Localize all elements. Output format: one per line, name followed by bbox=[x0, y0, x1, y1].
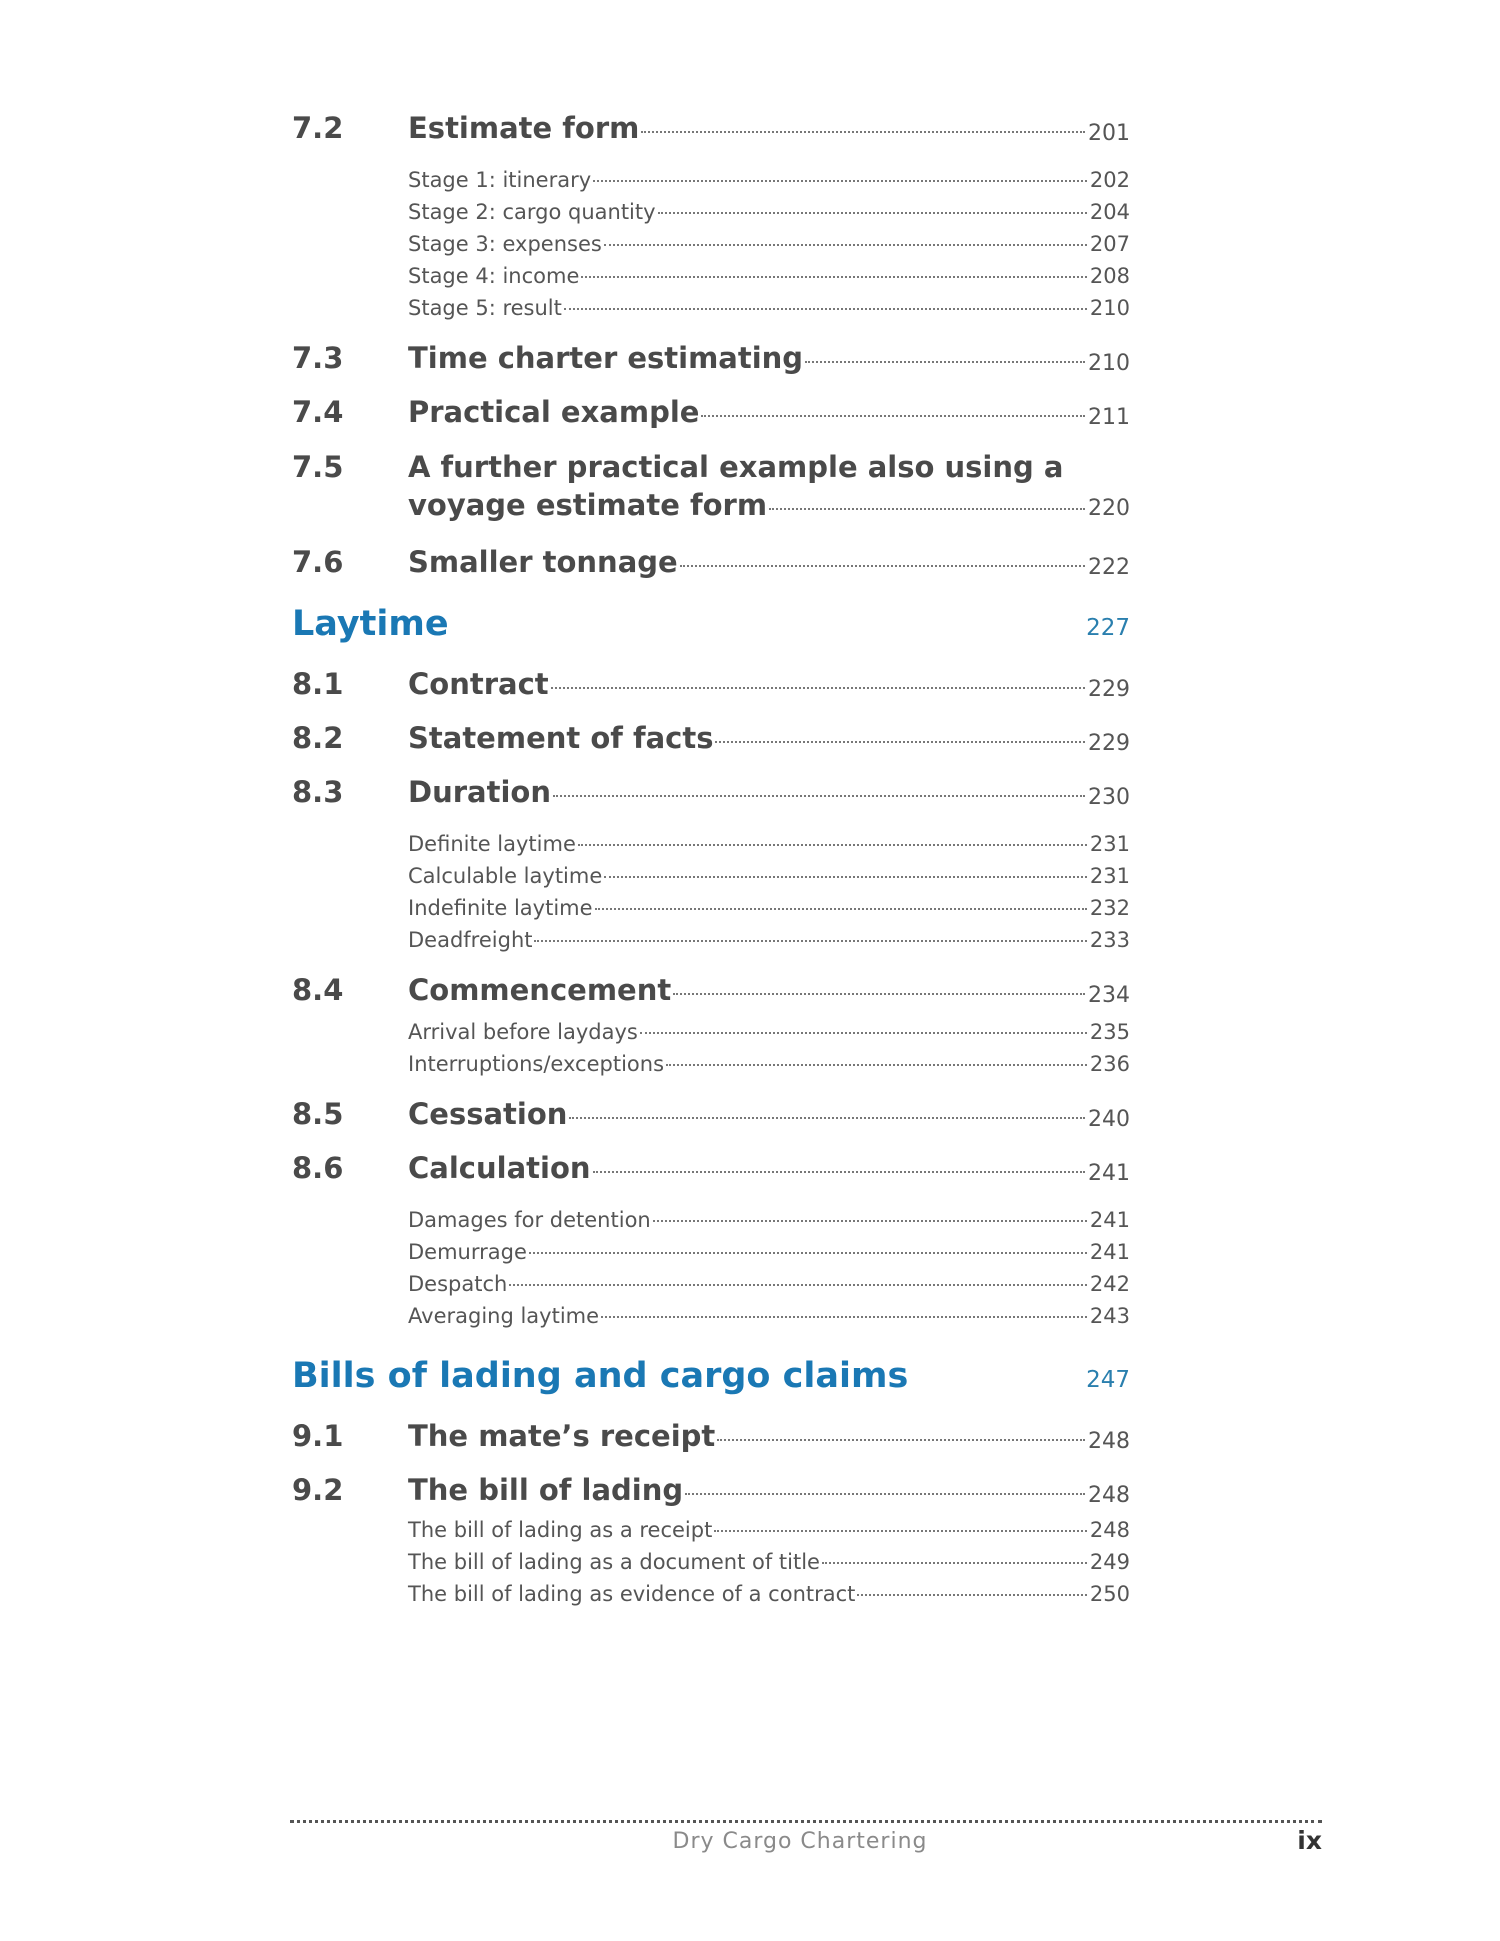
subsection-title: Arrival before laydays bbox=[408, 1020, 638, 1044]
page-number: 241 bbox=[1089, 1208, 1130, 1232]
toc-section-7-3[interactable] bbox=[292, 340, 1130, 376]
section-number: 8.4 bbox=[292, 973, 344, 1007]
section-number: 7.2 bbox=[292, 111, 344, 145]
dot-leader bbox=[658, 212, 1087, 214]
dot-leader bbox=[564, 308, 1087, 310]
section-title-line-2: voyage estimate form bbox=[408, 488, 768, 522]
page-number: 248 bbox=[1088, 1429, 1130, 1454]
footer-book-title: Dry Cargo Chartering bbox=[672, 1829, 928, 1854]
subsection-title: Deadfreight bbox=[408, 928, 533, 952]
dot-leader bbox=[534, 940, 1086, 942]
page-number: 232 bbox=[1089, 896, 1130, 920]
toc-chapter-laytime[interactable] bbox=[292, 600, 1130, 648]
page-number: 207 bbox=[1089, 232, 1130, 256]
section-title-line-1: A further practical example also using a bbox=[408, 450, 1064, 484]
dot-leader bbox=[595, 908, 1087, 910]
page-number: 250 bbox=[1089, 1582, 1130, 1606]
toc-section-8-3[interactable] bbox=[292, 774, 1130, 810]
section-title: Statement of facts bbox=[408, 721, 714, 755]
dot-leader bbox=[805, 361, 1085, 363]
toc-subsection[interactable] bbox=[292, 1514, 1130, 1546]
page-number: 220 bbox=[1088, 496, 1130, 521]
subsection-title: Stage 5: result bbox=[408, 296, 562, 320]
subsection-list bbox=[292, 164, 1130, 324]
toc-subsection[interactable] bbox=[292, 1546, 1130, 1578]
subsection-title: Definite laytime bbox=[408, 832, 576, 856]
toc-subsection[interactable] bbox=[292, 1048, 1130, 1080]
page-number: 231 bbox=[1089, 864, 1130, 888]
dot-leader bbox=[569, 1117, 1085, 1119]
page-number: 229 bbox=[1088, 677, 1130, 702]
page-number: 241 bbox=[1089, 1240, 1130, 1264]
subsection-title: Stage 2: cargo quantity bbox=[408, 200, 656, 224]
section-number: 7.3 bbox=[292, 341, 344, 375]
page-number: 243 bbox=[1089, 1304, 1130, 1328]
page-number: 235 bbox=[1089, 1020, 1130, 1044]
toc-section-7-6[interactable] bbox=[292, 544, 1130, 580]
toc-subsection[interactable] bbox=[292, 196, 1130, 228]
section-title: Contract bbox=[408, 667, 549, 701]
section-title: Duration bbox=[408, 775, 551, 809]
page-number: 210 bbox=[1089, 296, 1130, 320]
toc-chapter-bills-of-lading[interactable] bbox=[292, 1352, 1130, 1400]
section-number: 8.3 bbox=[292, 775, 344, 809]
page-number: 210 bbox=[1088, 351, 1130, 376]
subsection-list bbox=[292, 1514, 1130, 1610]
toc-subsection[interactable] bbox=[292, 1578, 1130, 1610]
dot-leader bbox=[604, 876, 1087, 878]
dot-leader bbox=[673, 993, 1085, 995]
subsection-title: Stage 4: income bbox=[408, 264, 580, 288]
page-number: 240 bbox=[1088, 1107, 1130, 1132]
dot-leader bbox=[529, 1252, 1087, 1254]
toc-subsection[interactable] bbox=[292, 1204, 1130, 1236]
dot-leader bbox=[715, 741, 1085, 743]
toc-section-7-2[interactable] bbox=[292, 110, 1130, 146]
section-number: 7.5 bbox=[292, 450, 344, 484]
page-number: 236 bbox=[1089, 1052, 1130, 1076]
subsection-list bbox=[292, 828, 1130, 956]
dot-leader bbox=[553, 795, 1085, 797]
dot-leader bbox=[769, 508, 1085, 510]
dot-leader bbox=[593, 180, 1087, 182]
section-number: 8.5 bbox=[292, 1097, 344, 1131]
toc-section-7-5[interactable] bbox=[292, 448, 1130, 524]
toc-section-7-4[interactable] bbox=[292, 394, 1130, 430]
section-title: Commencement bbox=[408, 973, 672, 1007]
section-title: Cessation bbox=[408, 1097, 568, 1131]
dot-leader bbox=[822, 1562, 1087, 1564]
toc-subsection[interactable] bbox=[292, 1016, 1130, 1048]
page-number: 202 bbox=[1089, 168, 1130, 192]
page-number: 248 bbox=[1089, 1518, 1130, 1542]
subsection-title: The bill of lading as evidence of a contract bbox=[408, 1582, 856, 1606]
dot-leader bbox=[653, 1220, 1087, 1222]
toc-subsection[interactable] bbox=[292, 1236, 1130, 1268]
dot-leader bbox=[601, 1316, 1087, 1318]
section-title: The bill of lading bbox=[408, 1473, 684, 1507]
toc-subsection[interactable] bbox=[292, 828, 1130, 860]
dot-leader bbox=[578, 844, 1087, 846]
page-number: 233 bbox=[1089, 928, 1130, 952]
subsection-title: Stage 1: itinerary bbox=[408, 168, 592, 192]
page-number: 222 bbox=[1088, 555, 1130, 580]
section-number: 8.2 bbox=[292, 721, 344, 755]
toc-subsection[interactable] bbox=[292, 1268, 1130, 1300]
page-number: 231 bbox=[1089, 832, 1130, 856]
section-number: 8.1 bbox=[292, 667, 344, 701]
chapter-title: Bills of lading and cargo claims bbox=[292, 1356, 909, 1396]
subsection-list bbox=[292, 1016, 1130, 1080]
page-number: 204 bbox=[1089, 200, 1130, 224]
toc-subsection[interactable] bbox=[292, 292, 1130, 324]
dot-leader bbox=[701, 415, 1085, 417]
page-number: 242 bbox=[1089, 1272, 1130, 1296]
subsection-list bbox=[292, 1204, 1130, 1332]
subsection-title: Indefinite laytime bbox=[408, 896, 593, 920]
dot-leader bbox=[593, 1171, 1085, 1173]
page-number: 230 bbox=[1088, 785, 1130, 810]
toc-subsection[interactable] bbox=[292, 860, 1130, 892]
section-title: Calculation bbox=[408, 1151, 591, 1185]
dot-leader bbox=[640, 1032, 1087, 1034]
subsection-title: Damages for detention bbox=[408, 1208, 651, 1232]
section-title: The mate’s receipt bbox=[408, 1419, 716, 1453]
dot-leader bbox=[509, 1284, 1087, 1286]
dot-leader bbox=[685, 1493, 1085, 1495]
subsection-title: Interruptions/exceptions bbox=[408, 1052, 665, 1076]
section-title: Smaller tonnage bbox=[408, 545, 678, 579]
section-number: 8.6 bbox=[292, 1151, 344, 1185]
section-title: Estimate form bbox=[408, 111, 640, 145]
page-number: 247 bbox=[1086, 1367, 1130, 1393]
toc-section-9-2[interactable] bbox=[292, 1472, 1130, 1508]
dot-leader bbox=[666, 1064, 1087, 1066]
subsection-title: Stage 3: expenses bbox=[408, 232, 602, 256]
footer-page-number: ix bbox=[1297, 1826, 1322, 1855]
toc-section-8-4[interactable] bbox=[292, 972, 1130, 1008]
subsection-title: The bill of lading as a receipt bbox=[408, 1518, 713, 1542]
toc-section-8-6[interactable] bbox=[292, 1150, 1130, 1186]
page-number: 249 bbox=[1089, 1550, 1130, 1574]
page-number: 234 bbox=[1088, 983, 1130, 1008]
section-number: 7.6 bbox=[292, 545, 344, 579]
page-number: 208 bbox=[1089, 264, 1130, 288]
toc-section-8-5[interactable] bbox=[292, 1096, 1130, 1132]
page-number: 241 bbox=[1088, 1161, 1130, 1186]
toc-subsection[interactable] bbox=[292, 164, 1130, 196]
page-number: 248 bbox=[1088, 1483, 1130, 1508]
page-number: 211 bbox=[1088, 405, 1130, 430]
toc-subsection[interactable] bbox=[292, 892, 1130, 924]
page-number: 227 bbox=[1086, 615, 1130, 641]
page-number: 229 bbox=[1088, 731, 1130, 756]
table-of-contents bbox=[292, 110, 1130, 1626]
dot-leader bbox=[680, 565, 1085, 567]
footer-dotted-rule bbox=[290, 1820, 1322, 1823]
section-number: 9.2 bbox=[292, 1473, 344, 1507]
chapter-title: Laytime bbox=[292, 604, 449, 644]
dot-leader bbox=[714, 1530, 1087, 1532]
subsection-title: Averaging laytime bbox=[408, 1304, 600, 1328]
section-number: 9.1 bbox=[292, 1419, 344, 1453]
subsection-title: Despatch bbox=[408, 1272, 508, 1296]
toc-section-8-1[interactable] bbox=[292, 666, 1130, 702]
subsection-title: Demurrage bbox=[408, 1240, 527, 1264]
section-number: 7.4 bbox=[292, 395, 344, 429]
page-number: 201 bbox=[1088, 121, 1130, 146]
subsection-title: Calculable laytime bbox=[408, 864, 603, 888]
toc-subsection[interactable] bbox=[292, 228, 1130, 260]
section-title: Time charter estimating bbox=[408, 341, 804, 375]
toc-section-9-1[interactable] bbox=[292, 1418, 1130, 1454]
dot-leader bbox=[641, 131, 1085, 133]
toc-subsection[interactable] bbox=[292, 924, 1130, 956]
dot-leader bbox=[581, 276, 1087, 278]
dot-leader bbox=[551, 687, 1085, 689]
toc-subsection[interactable] bbox=[292, 260, 1130, 292]
section-title: Practical example bbox=[408, 395, 700, 429]
dot-leader bbox=[604, 244, 1087, 246]
dot-leader bbox=[857, 1594, 1087, 1596]
toc-subsection[interactable] bbox=[292, 1300, 1130, 1332]
toc-section-8-2[interactable] bbox=[292, 720, 1130, 756]
subsection-title: The bill of lading as a document of title bbox=[408, 1550, 820, 1574]
dot-leader bbox=[717, 1439, 1085, 1441]
